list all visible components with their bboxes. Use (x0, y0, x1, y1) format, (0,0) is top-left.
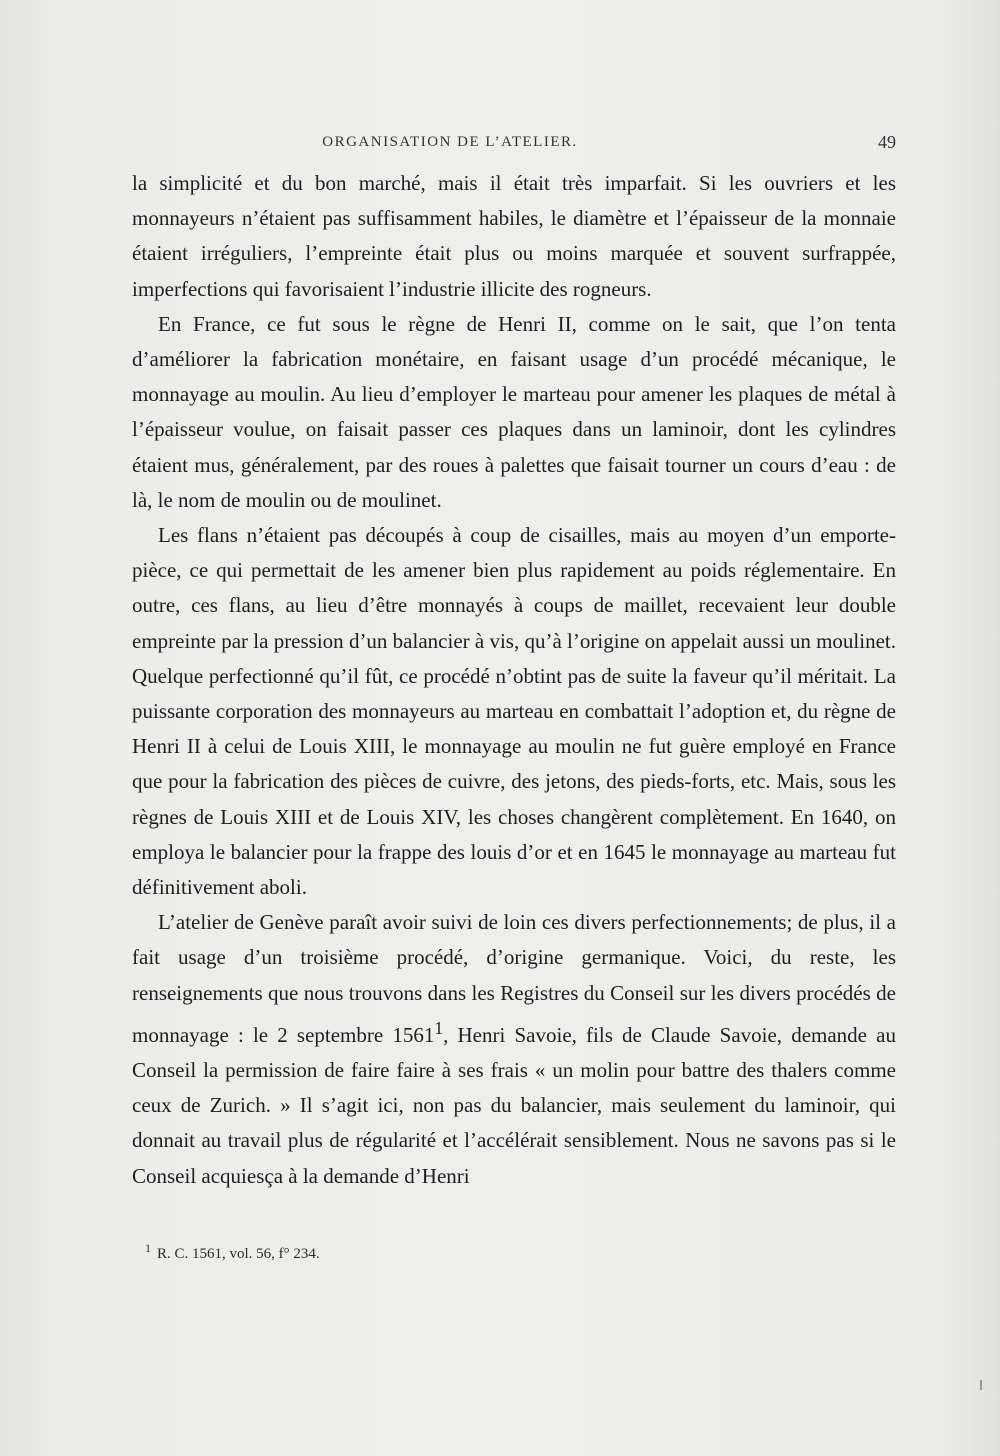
paragraph-4-text-after-note: , Henri Savoie, fils de Claude Savoie, demande au Conseil la permission de faire faire à ses frais « un molin pour battre des thalers comme ceux de Zurich. » Il s’agit ici, non pas du balancier, mais seulement du laminoir, qui donnait au travail plus de régularité et l’accélérait sensiblement. Nous ne savons pas si le Conseil acquiesça à la demande d’Henri (132, 1022, 896, 1188)
footnote-mark: 1 (145, 1241, 151, 1255)
paragraph-2: En France, ce fut sous le règne de Henri II, comme on le sait, que l’on tenta d’améliorer la fabrication monétaire, en faisant usage d’un procédé mécanique, le monnayage au moulin. Au lieu d’employer le marteau pour amener les plaques de métal à l’épaisseur voulue, on faisait passer ces plaques dans un laminoir, dont les cylindres étaient mus, généralement, par des roues à palettes que faisait tourner un cours d’eau : de là, le nom de moulin ou de moulinet. (132, 311, 896, 512)
paragraph-3: Les flans n’étaient pas découpés à coup de cisailles, mais au moyen d’un emporte-pièce, ce qui permettait de les amener bien plus rapidement au poids réglementaire. En outre, ces flans, au lieu d’être monnayés à coups de maillet, recevaient leur double empreinte par la pression d’un balancier à vis, qu’à l’origine on appelait aussi un moulinet. Quelque perfectionné qu’il fût, ce procédé n’obtint pas de suite la faveur qu’il méritait. La puissante corporation des monnayeurs au marteau en combattait l’adoption et, du règne de Henri II à celui de Louis XIII, le monnayage au moulin ne fut guère employé en France que pour la fabrication des pièces de cuivre, des jetons, des pieds-forts, etc. Mais, sous les règnes de Louis XIII et de Louis XIV, les choses changèrent complètement. En 1640, on employa le balancier pour la frappe des louis d’or et en 1645 le monnayage au marteau fut définitivement aboli. (132, 523, 896, 900)
running-head (130, 128, 896, 156)
paragraph-4-text-before-note: L’atelier de Genève paraît avoir suivi de loin ces divers perfectionnements; de plus, il a fait usage d’un troisième procédé, d’origine germanique. Voici, du reste, les renseignements que nous trouvons dans les Registres du Conseil sur les divers procédés de monnayage : le 2 septembre 1561 (132, 910, 896, 1047)
paragraph-1: la simplicité et du bon marché, mais il était très imparfait. Si les ouvriers et les monnayeurs n’étaient pas suffisamment habiles, le diamètre et l’épaisseur de la monnaie étaient irréguliers, l’empreinte était plus ou moins marquée et souvent surfrappée, imperfections qui favorisaient l’industrie illicite des rogneurs. (132, 171, 896, 301)
footnote (145, 1243, 845, 1265)
footnote-text: R. C. 1561, vol. 56, f° 234. (157, 1246, 320, 1262)
page-edge-mark (980, 1380, 982, 1390)
footnote-reference[interactable]: 1 (434, 1017, 444, 1038)
running-title: ORGANISATION DE L’ATELIER. (322, 134, 578, 150)
page-number: 49 (878, 132, 896, 152)
body-text (132, 166, 896, 1194)
paragraph-4 (132, 905, 896, 1194)
